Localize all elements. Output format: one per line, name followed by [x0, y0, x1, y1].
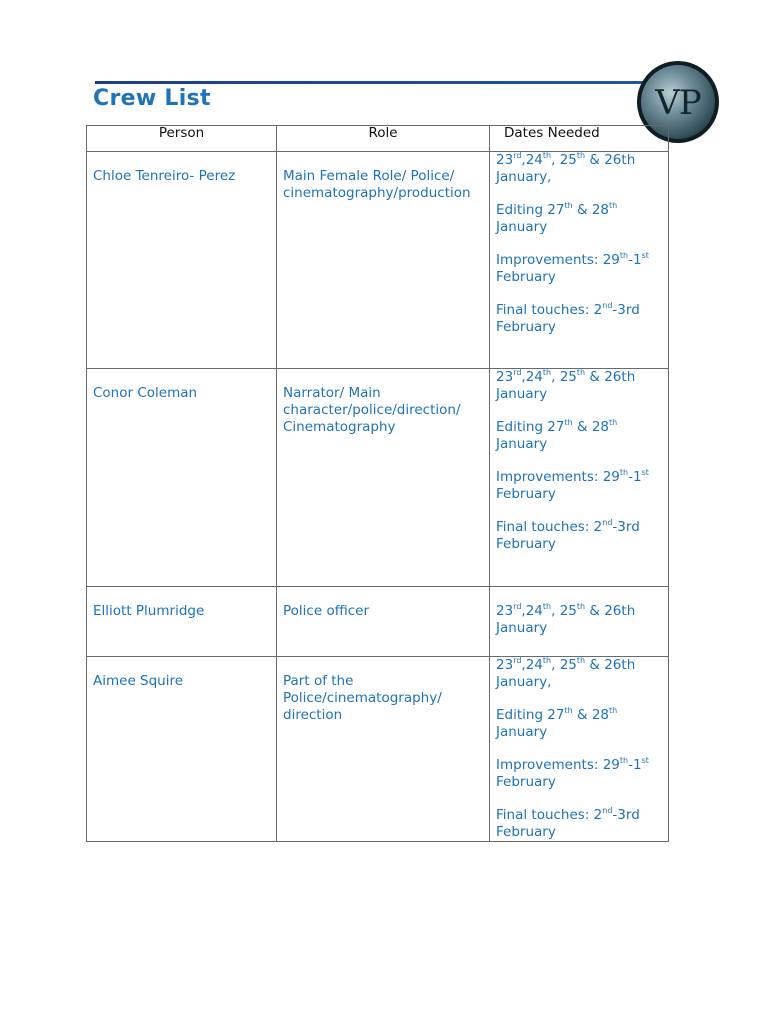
date-line: Editing 27th & 28th January — [496, 201, 618, 235]
date-line: Editing 27th & 28th January — [496, 418, 618, 452]
date-line: Improvements: 29th-1st February — [496, 251, 649, 285]
header-dates-needed: Dates Needed — [490, 126, 669, 152]
table-row — [87, 369, 669, 587]
date-line: 23rd,24th, 25th & 26th January, — [496, 151, 636, 185]
person-cell: Aimee Squire — [87, 657, 277, 842]
date-line: Final touches: 2nd-3rd February — [496, 518, 640, 552]
table-row — [87, 657, 669, 842]
date-line: Final touches: 2nd-3rd February — [496, 806, 640, 840]
date-line: 23rd,24th, 25th & 26th January — [496, 368, 636, 402]
dates-cell — [490, 152, 669, 369]
date-line: 23rd,24th, 25th & 26th January, — [496, 656, 636, 690]
dates-cell — [490, 657, 669, 842]
date-line: Final touches: 2nd-3rd February — [496, 301, 640, 335]
table-header-row — [87, 126, 669, 152]
header-person: Person — [87, 126, 277, 152]
dates-cell — [490, 587, 669, 657]
person-cell: Chloe Tenreiro- Perez — [87, 152, 277, 369]
page-title: Crew List — [93, 86, 211, 111]
date-line: Improvements: 29th-1st February — [496, 468, 649, 502]
person-cell: Conor Coleman — [87, 369, 277, 587]
role-cell: Main Female Role/ Police/ cinematography/production — [277, 152, 490, 369]
table-row — [87, 152, 669, 369]
header-role: Role — [277, 126, 490, 152]
role-cell: Police officer — [277, 587, 490, 657]
crew-table — [86, 125, 669, 842]
svg-text:VP: VP — [655, 83, 701, 123]
title-rule — [95, 81, 655, 84]
table-row — [87, 587, 669, 657]
date-line: Improvements: 29th-1st February — [496, 756, 649, 790]
person-cell: Elliott Plumridge — [87, 587, 277, 657]
role-cell: Part of the Police/cinematography/ direction — [277, 657, 490, 842]
dates-cell — [490, 369, 669, 587]
role-cell: Narrator/ Main character/police/direction/ Cinematography — [277, 369, 490, 587]
date-line: Editing 27th & 28th January — [496, 706, 618, 740]
date-line: 23rd,24th, 25th & 26th January — [496, 602, 636, 636]
